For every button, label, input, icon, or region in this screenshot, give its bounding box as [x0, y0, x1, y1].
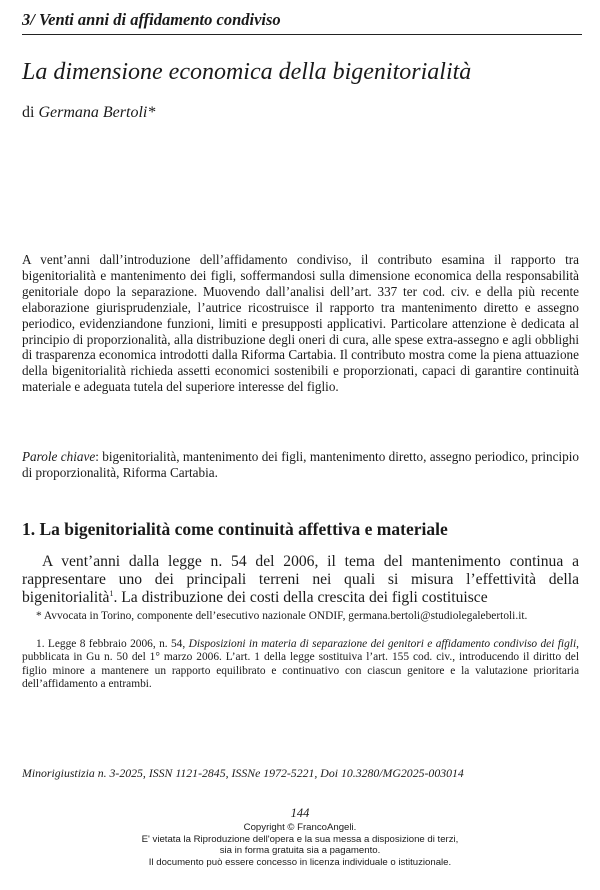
body-text-part1: A vent’anni dalla legge n. 54 del 2006, il tema del mantenimento continua a rappresentare uno dei principali terreni nei quali si misura l’effettività della bigenitorialità [22, 553, 579, 606]
page-number: 144 [290, 806, 310, 820]
footnote-author-text: * Avvocata in Torino, componente dell’esecutivo nazionale ONDIF, germana.bertoli@studiolegalebertoli.it. [36, 610, 528, 622]
author-byline [22, 104, 155, 122]
footnote-author [22, 610, 579, 623]
footnote-1-law-title: Disposizioni in materia di separazione dei genitori e affidamento condiviso dei figli [188, 638, 577, 650]
footnote-1-text-b: , pubblicata in Gu n. 50 del 1° marzo 2006. L’art. 1 della legge sostituiva l’art. 155 cod. civ., introducendo il diritto del figlio minore a mantenere un rapporto equilibrato e continuativo con ciascun genitore e la valutazione prioritaria dell’affidamento a entrambi. [22, 638, 579, 691]
body-text-part2: . La distribuzione dei costi della crescita dei figli costituisce [113, 589, 488, 606]
copyright-notice [0, 822, 600, 868]
footnote-1 [22, 638, 579, 692]
article-title: La dimensione economica della bigenitorialità [22, 59, 472, 85]
footnote-ref-1[interactable]: 1 [109, 588, 114, 598]
section-heading: 1. La bigenitorialità come continuità affettiva e materiale [22, 519, 448, 539]
keywords-list: : bigenitorialità, mantenimento dei figli, mantenimento diretto, assegno periodico, principio di proporzionalità, Riforma Cartabia. [22, 449, 579, 480]
section-header: 3/ Venti anni di affidamento condiviso [22, 10, 582, 35]
copyright-line: sia in forma gratuita sia a pagamento. [219, 845, 381, 857]
keywords [22, 449, 579, 481]
journal-citation: Minorigiustizia n. 3-2025, ISSN 1121-2845, ISSNe 1972-5221, Doi 10.3280/MG2025-003014 [22, 766, 464, 780]
copyright-line: Copyright © FrancoAngeli. [243, 822, 357, 833]
copyright-line: E' vietata la Riproduzione dell'opera e la sua messa a disposizione di terzi, [141, 833, 459, 845]
copyright-line: Il documento può essere concesso in licenza individuale o istituzionale. [148, 856, 452, 868]
byline-prefix: di [22, 104, 35, 121]
keywords-label: Parole chiave [22, 449, 96, 464]
author-name: Germana Bertoli* [38, 104, 156, 121]
footnote-1-text-a: 1. Legge 8 febbraio 2006, n. 54, [36, 638, 189, 650]
body-paragraph [22, 553, 579, 607]
abstract: A vent’anni dall’introduzione dell’affidamento condiviso, il contributo esamina il rapporto tra bigenitorialità e mantenimento dei figli, soffermandosi sulla dimensione economica della responsabilità genitoriale dopo la separazione. Muovendo dall’analisi dell’art. 337 ter cod. civ. e della più recente elaborazione giurisprudenziale, l’autrice ricostruisce il rapporto tra mantenimento diretto e assegno periodico, evidenziandone funzioni, limiti e presupposti applicativi. Particolare attenzione è dedicata al principio di proporzionalità, alla distribuzione degli oneri di cura, alle spese extra-assegno e agli obblighi di trasparenza economica introdotti dalla Riforma Cartabia. Il contributo mostra come la piena attuazione della bigenitorialità richieda assetti economici sostenibili e proporzionati, capaci di garantire continuità materiale e adeguata tutela del superiore interesse del figlio. [22, 252, 579, 395]
